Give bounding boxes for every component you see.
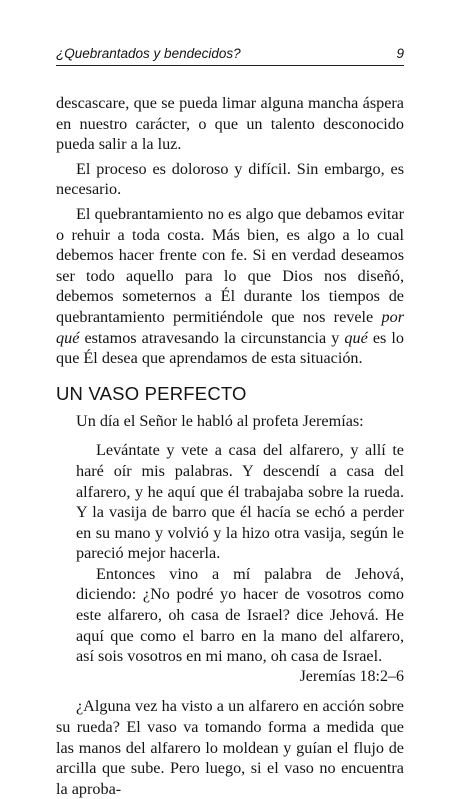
quote-paragraph: Entonces vino a mí palabra de Jehová, diciendo: ¿No podré yo hacer de vosotros como este alfarero, oh casa de Israel? dice Jehová. He aquí que como el barro en la mano del alfarero, así sois vosotros en mi mano, oh casa de Israel.	[76, 564, 404, 666]
italic-text: qué	[344, 328, 368, 347]
quote-citation: Jeremías 18:2–6	[299, 667, 404, 685]
closing-paragraph: ¿Alguna vez ha visto a un alfarero en acción sobre su rueda? El vaso va tomando forma a medida que las manos del alfarero lo moldean y guían el flujo de arcilla que sube. Pero luego, si el vaso no encuentra la aproba-	[56, 697, 404, 798]
page-body	[56, 93, 404, 799]
running-title: ¿Quebrantados y bendecidos?	[56, 46, 241, 61]
body-paragraph	[56, 93, 404, 155]
scripture-quote	[56, 440, 404, 687]
section-heading: UN VASO PERFECTO	[56, 382, 247, 404]
text-run: El proceso es doloroso y difícil. Sin embargo, es necesario.	[56, 159, 404, 199]
text-run: El quebrantamiento no es algo que debamos evitar o rehuir a toda costa. Más bien, es algo a lo cual debemos hacer frente con fe. Si en verdad deseamos ser todo aquello para lo que Dios nos diseñó, debemos someternos a Él durante los tiempos de quebrantamiento permitiéndole que nos revele	[56, 204, 404, 326]
body-paragraph	[56, 159, 404, 200]
page-number: 9	[396, 46, 404, 61]
italic-text: por qué	[56, 307, 404, 347]
text-run: descascare, que se pueda limar alguna mancha áspera en nuestro carácter, o que un talento desconocido pueda salir a la luz.	[56, 94, 404, 154]
quote-paragraph: Levántate y vete a casa del alfarero, y allí te haré oír mis palabras. Y descendí a casa del alfarero, y he aquí que él trabajaba sobre la rueda. Y la vasija de barro que él hacía se echó a perder en su mano y volvió y la hizo otra vasija, según le pareció mejor hacerla.	[76, 441, 404, 563]
text-run: es lo que Él desea que aprendamos de esta situación.	[56, 328, 404, 368]
body-paragraphs	[56, 93, 404, 369]
text-run: estamos atravesando la circunstancia y	[79, 328, 345, 347]
body-paragraph	[56, 204, 404, 369]
intro-line: Un día el Señor le habló al profeta Jeremías:	[76, 411, 364, 430]
running-header	[56, 46, 404, 66]
